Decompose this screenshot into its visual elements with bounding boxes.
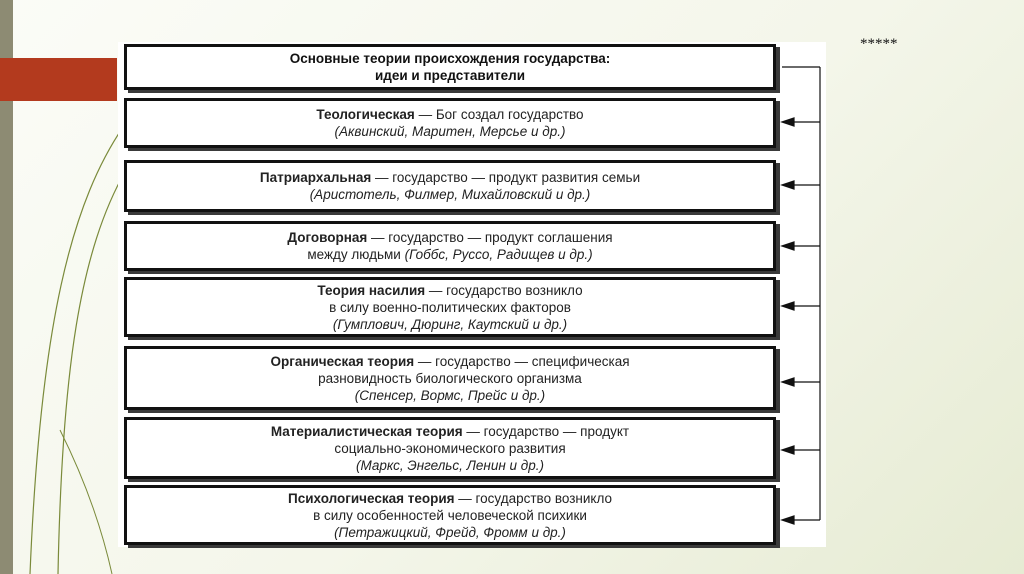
theory-desc: — государство — продукт: [462, 423, 630, 439]
diagram-title-box: [124, 44, 776, 90]
title-line-2: идеи и представители: [375, 68, 525, 83]
theory-desc: — Бог создал государство: [414, 107, 584, 122]
theory-people: (Аквинский, Маритен, Мерсье и др.): [334, 124, 566, 139]
theory-box-violence: [124, 277, 776, 337]
theory-name: Органическая теория: [270, 353, 415, 369]
decorative-curves: [0, 0, 130, 574]
theory-desc-2: в силу особенностей человеческой психики: [313, 507, 587, 523]
theory-box-organic: [124, 346, 776, 410]
theory-name: Теологическая: [316, 107, 415, 122]
title-line-1: Основные теории происхождения государства:: [289, 51, 611, 66]
theory-desc-2: в силу военно-политических факторов: [329, 299, 571, 315]
theory-people: (Спенсер, Вормс, Прейс и др.): [354, 387, 546, 403]
theory-name: Материалистическая теория: [270, 423, 463, 439]
diagram-panel: [118, 42, 826, 547]
corner-mark: *****: [860, 36, 898, 52]
theory-name: Патриархальная: [259, 170, 372, 185]
theory-desc: — государство возникло: [454, 490, 612, 506]
theory-box-patriarchal: [124, 160, 776, 212]
theory-name: Договорная: [287, 230, 368, 245]
theory-box-contractual: [124, 221, 776, 271]
theory-people: (Гумплович, Дюринг, Каутский и др.): [332, 316, 568, 332]
theory-desc-2: между людьми: [307, 247, 405, 262]
theory-people: (Гоббс, Руссо, Радищев и др.): [404, 247, 593, 262]
theory-people: (Аристотель, Филмер, Михайловский и др.): [309, 187, 591, 202]
theory-box-theological: [124, 98, 776, 148]
theory-desc-2: разновидность биологического организма: [318, 370, 582, 386]
theory-people: (Маркс, Энгельс, Ленин и др.): [355, 457, 545, 473]
theory-desc: — государство — специфическая: [414, 353, 630, 369]
connector-arrows: [782, 118, 820, 524]
theory-name: Психологическая теория: [288, 490, 455, 506]
theory-people: (Петражицкий, Фрейд, Фромм и др.): [334, 524, 566, 540]
theory-box-psychological: [124, 485, 776, 545]
theory-desc-2: социально-экономического развития: [334, 440, 566, 456]
theory-name: Теория насилия: [317, 282, 426, 298]
theory-desc: — государство возникло: [425, 282, 583, 298]
theory-box-materialist: [124, 417, 776, 479]
theory-desc: — государство — продукт соглашения: [367, 230, 613, 245]
theory-desc: — государство — продукт развития семьи: [371, 170, 641, 185]
